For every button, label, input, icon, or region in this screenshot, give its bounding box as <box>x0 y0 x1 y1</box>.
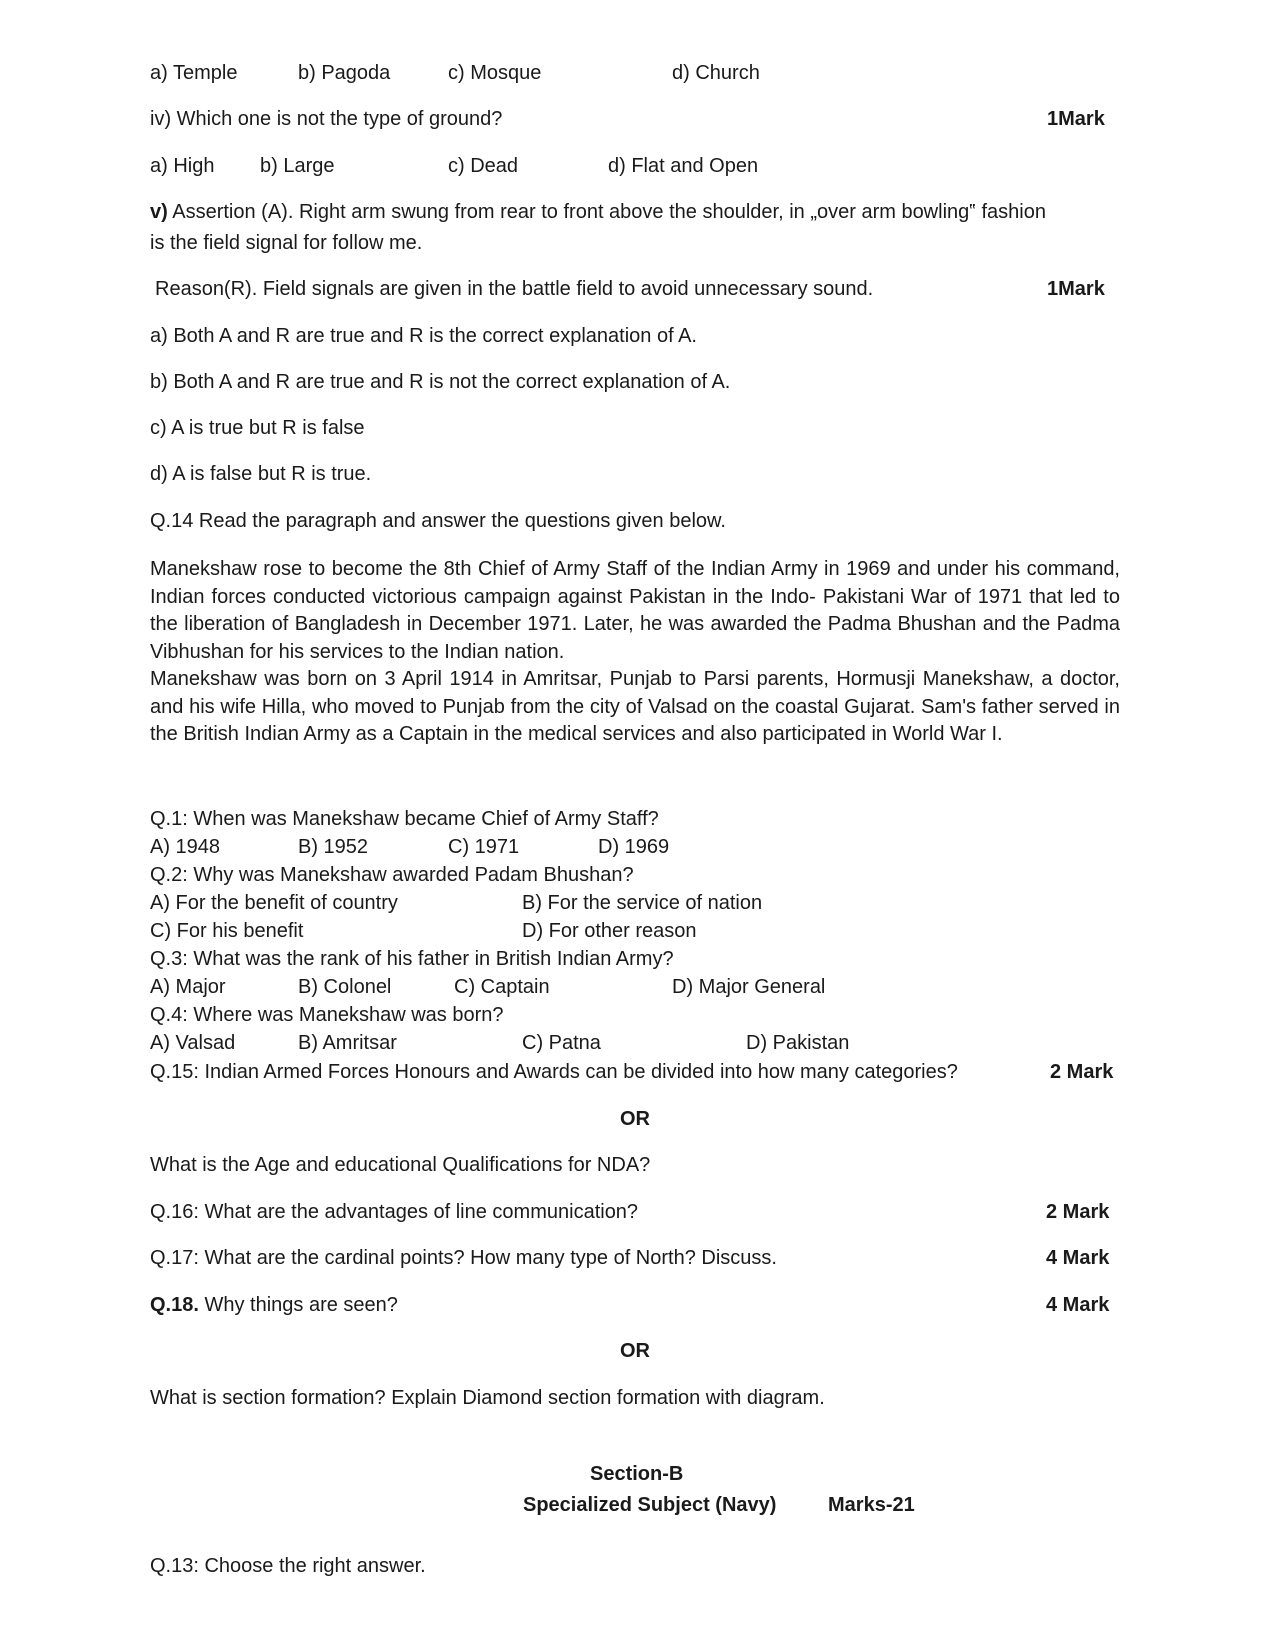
option-a: a) Temple <box>150 62 238 84</box>
option-c: c) Mosque <box>448 62 542 84</box>
option-c: C) Captain <box>454 976 550 998</box>
q13-v-marks: 1Mark <box>1047 278 1105 300</box>
option-a: a) High <box>150 155 215 177</box>
option-b: B) Amritsar <box>298 1032 397 1054</box>
q17-marks: 4 Mark <box>1046 1247 1110 1269</box>
option-c: C) For his benefit <box>150 920 304 942</box>
option-b: b) Both A and R are true and R is not the correct explanation of A. <box>150 371 731 393</box>
option-d: d) Church <box>672 62 760 84</box>
option-b: B) For the service of nation <box>522 892 763 914</box>
q14-heading: Q.14 Read the paragraph and answer the questions given below. <box>150 510 726 532</box>
q18-number: Q.18. <box>150 1294 199 1316</box>
option-d: d) Flat and Open <box>608 155 759 177</box>
q17-question: Q.17: What are the cardinal points? How many type of North? Discuss. <box>150 1247 777 1269</box>
option-c: C) Patna <box>522 1032 601 1054</box>
option-c: C) 1971 <box>448 836 520 858</box>
option-d: D) Major General <box>672 976 826 998</box>
assertion-text-cont: is the field signal for follow me. <box>150 232 423 254</box>
option-d: d) A is false but R is true. <box>150 463 372 485</box>
option-a: A) Valsad <box>150 1032 236 1054</box>
q18-question <box>150 1294 398 1317</box>
option-c: c) Dead <box>448 155 519 177</box>
q13-v-assertion <box>150 201 1046 224</box>
passage-paragraph-1: Manekshaw rose to become the 8th Chief of Army Staff of the Indian Army in 1969 and under his command, Indian forces conducted victorious campaign against Pakistan in the Indo- Pakistani War of 1971 that led to the liberation of Bangladesh in December 1971. Later, he was awarded the Padma Bhushan and the Padma Vibhushan for his services to the Indian nation. <box>150 558 1120 663</box>
q18-marks: 4 Mark <box>1046 1294 1110 1316</box>
reason-text: Reason(R). Field signals are given in the battle field to avoid unnecessary sound. <box>155 278 874 300</box>
option-d: D) For other reason <box>522 920 697 942</box>
assertion-text: Assertion (A). Right arm swung from rear to front above the shoulder, in „over arm bowling‟ fashion <box>167 201 1046 223</box>
option-a: a) Both A and R are true and R is the correct explanation of A. <box>150 325 697 347</box>
option-a: A) 1948 <box>150 836 221 858</box>
option-b: B) Colonel <box>298 976 392 998</box>
option-b: b) Large <box>260 155 335 177</box>
option-a: A) For the benefit of country <box>150 892 398 914</box>
section-subject: Specialized Subject (Navy) <box>523 1494 777 1516</box>
or-divider: OR <box>620 1108 650 1130</box>
or-divider: OR <box>620 1340 650 1362</box>
q13-v-number: v) <box>150 201 168 223</box>
q18-text: Why things are seen? <box>198 1294 398 1316</box>
option-a: A) Major <box>150 976 226 998</box>
q16-marks: 2 Mark <box>1046 1201 1110 1223</box>
option-d: D) Pakistan <box>746 1032 850 1054</box>
option-d: D) 1969 <box>598 836 670 858</box>
q18-alternative: What is section formation? Explain Diamond section formation with diagram. <box>150 1387 825 1409</box>
section-b-q13: Q.13: Choose the right answer. <box>150 1555 426 1577</box>
q14-sub3-question: Q.3: What was the rank of his father in British Indian Army? <box>150 948 674 970</box>
q16-question: Q.16: What are the advantages of line communication? <box>150 1201 639 1223</box>
q13-iv-question: iv) Which one is not the type of ground? <box>150 108 503 130</box>
q14-passage <box>150 556 1120 749</box>
q15-marks: 2 Mark <box>1050 1061 1114 1083</box>
q15-alternative: What is the Age and educational Qualifications for NDA? <box>150 1154 651 1176</box>
q15-question: Q.15: Indian Armed Forces Honours and Awards can be divided into how many categories? <box>150 1061 958 1083</box>
q14-sub2-question: Q.2: Why was Manekshaw awarded Padam Bhushan? <box>150 864 634 886</box>
q13-iv-marks: 1Mark <box>1047 108 1105 130</box>
section-marks: Marks-21 <box>828 1494 915 1516</box>
option-b: b) Pagoda <box>298 62 391 84</box>
option-b: B) 1952 <box>298 836 369 858</box>
section-title: Section-B <box>590 1463 684 1485</box>
q14-sub4-question: Q.4: Where was Manekshaw was born? <box>150 1004 504 1026</box>
option-c: c) A is true but R is false <box>150 417 365 439</box>
q14-sub1-question: Q.1: When was Manekshaw became Chief of Army Staff? <box>150 808 659 830</box>
passage-paragraph-2: Manekshaw was born on 3 April 1914 in Amritsar, Punjab to Parsi parents, Hormusji Manekshaw, a doctor, and his wife Hilla, who moved to Punjab from the city of Valsad on the coastal Gujarat. Sam's father served in the British Indian Army as a Captain in the medical services and also participated in World War I. <box>150 668 1120 745</box>
